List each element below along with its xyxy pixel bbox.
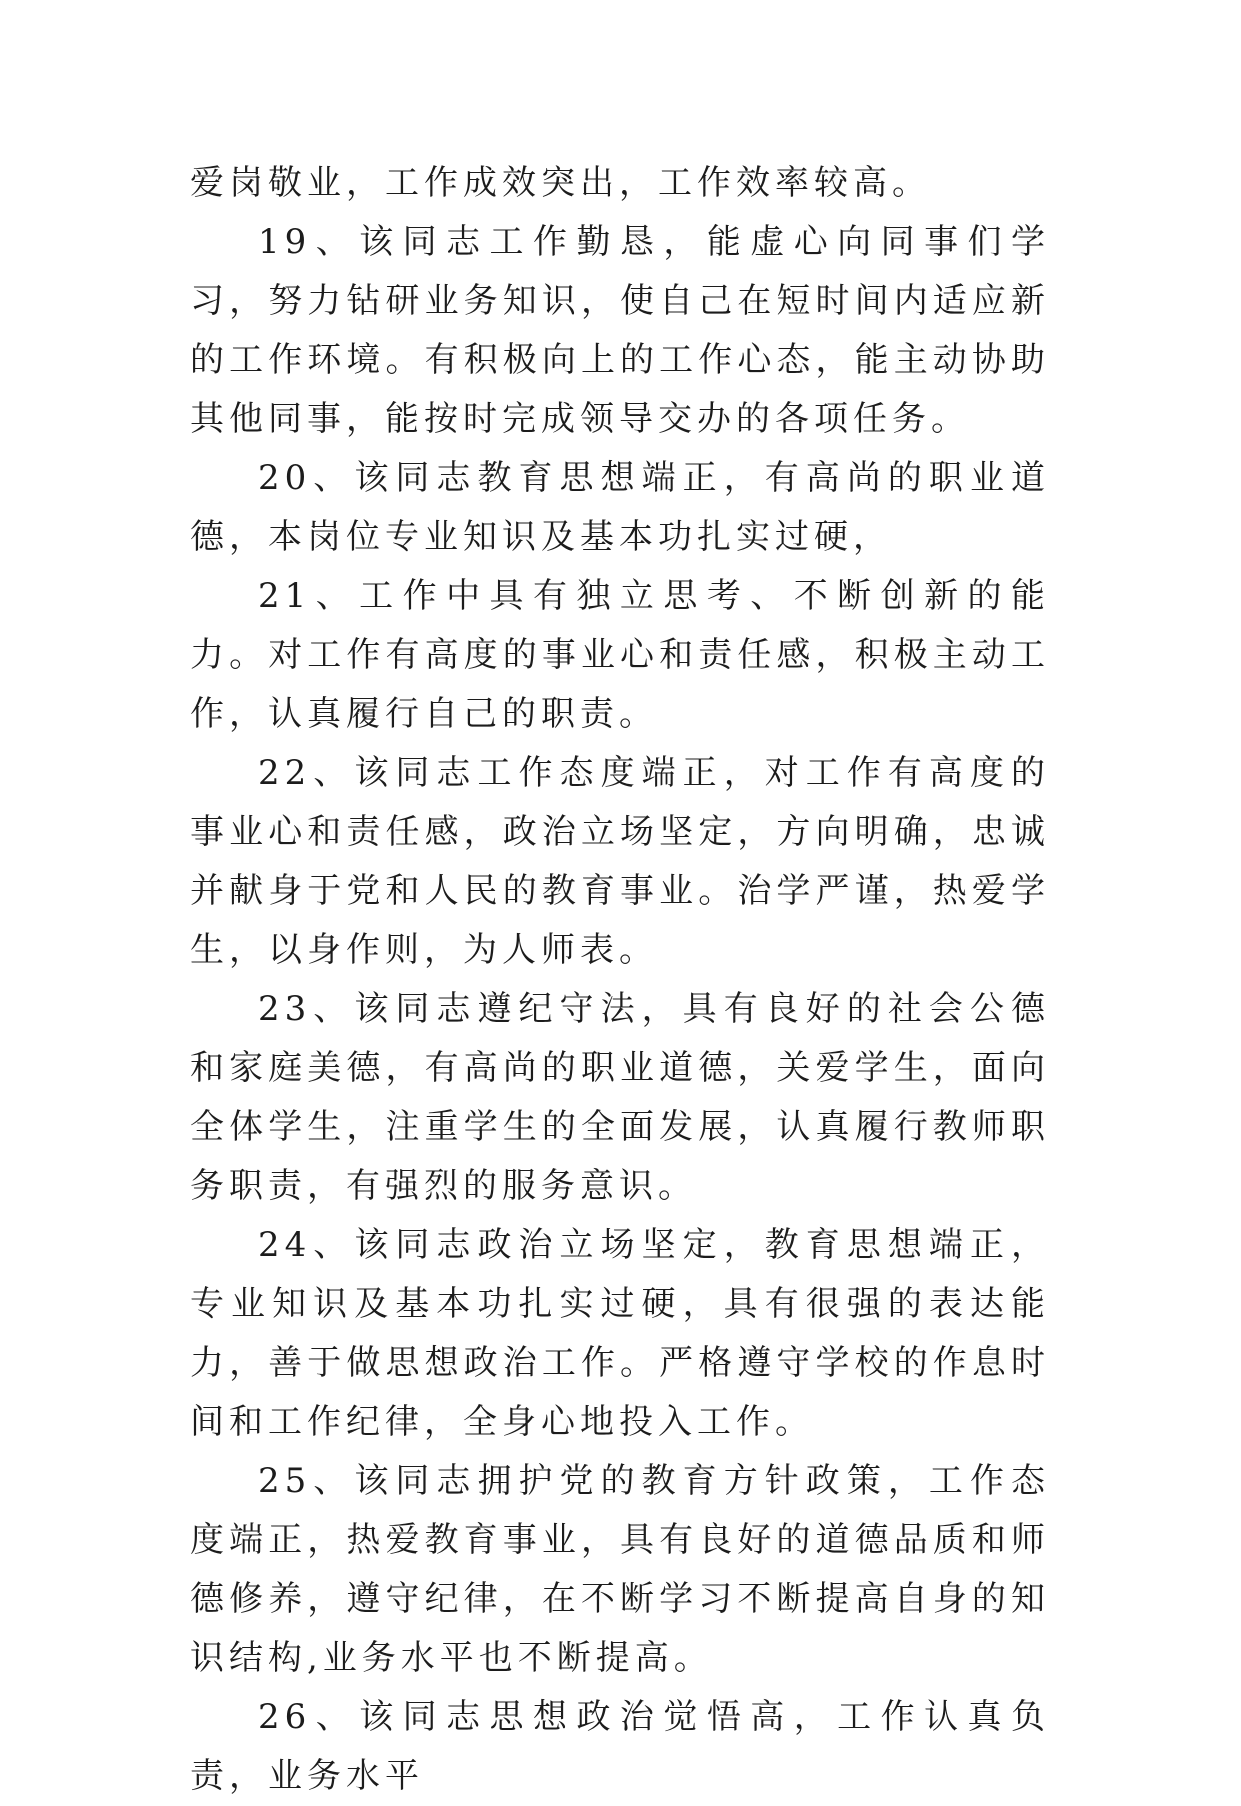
paragraph-item-22: 22、该同志工作态度端正，对工作有高度的事业心和责任感，政治立场坚定，方向明确，忠诚并献身于党和人民的教育事业。治学严谨，热爱学生，以身作则，为人师表。 — [190, 753, 1050, 970]
paragraph-item-20: 20、该同志教育思想端正，有高尚的职业道德，本岗位专业知识及基本功扎实过硬， — [190, 458, 1050, 557]
document-body — [190, 154, 1050, 1806]
paragraph-item-26: 26、该同志思想政治觉悟高，工作认真负责，业务水平 — [190, 1697, 1050, 1796]
paragraph-continuation: 爱岗敬业，工作成效突出，工作效率较高。 — [190, 163, 931, 203]
paragraph-item-24: 24、该同志政治立场坚定，教育思想端正，专业知识及基本功扎实过硬，具有很强的表达能力，善于做思想政治工作。严格遵守学校的作息时间和工作纪律，全身心地投入工作。 — [190, 1225, 1050, 1442]
paragraph-item-19: 19、该同志工作勤恳，能虚心向同事们学习，努力钻研业务知识，使自己在短时间内适应新的工作环境。有积极向上的工作心态，能主动协助其他同事，能按时完成领导交办的各项任务。 — [190, 222, 1050, 439]
paragraph-item-21: 21、工作中具有独立思考、不断创新的能力。对工作有高度的事业心和责任感，积极主动工作，认真履行自己的职责。 — [190, 576, 1050, 734]
paragraph-item-25: 25、该同志拥护党的教育方针政策，工作态度端正，热爱教育事业，具有良好的道德品质和师德修养，遵守纪律，在不断学习不断提高自身的知识结构,业务水平也不断提高。 — [190, 1461, 1050, 1678]
paragraph-item-23: 23、该同志遵纪守法，具有良好的社会公德和家庭美德，有高尚的职业道德，关爱学生，面向全体学生，注重学生的全面发展，认真履行教师职务职责，有强烈的服务意识。 — [190, 989, 1050, 1206]
